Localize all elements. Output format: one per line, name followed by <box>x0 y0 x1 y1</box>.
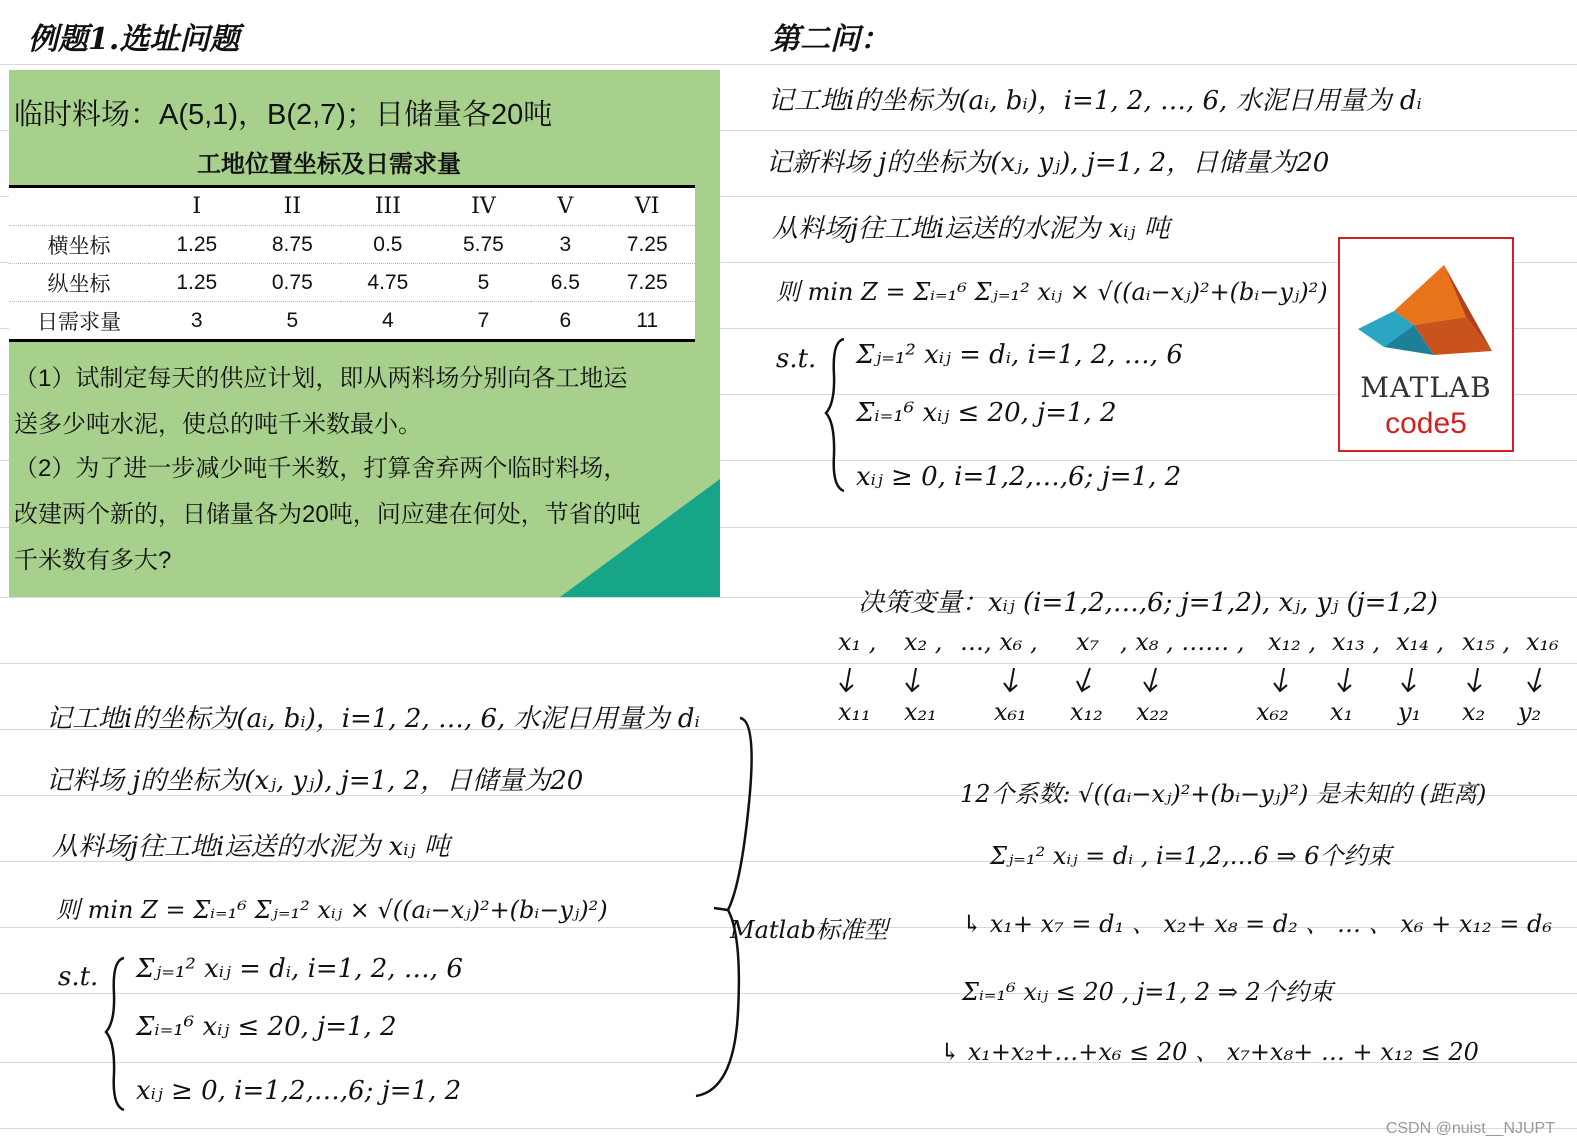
table-cell: 4.75 <box>367 270 409 294</box>
variable-bottom: x₂₂ <box>1136 698 1169 726</box>
right-model-line: 从料场j往工地i运送的水泥为 xᵢⱼ 吨 <box>772 214 1170 244</box>
table-header-cell: II <box>283 194 302 219</box>
card-heading: 临时料场：A(5,1)，B(2,7)；日储量各20吨 <box>14 99 553 131</box>
variable-bottom: y₁ <box>1398 698 1422 726</box>
table-cell: 3 <box>190 308 203 332</box>
matlab-standard-brace <box>688 712 758 1102</box>
table-cell: 3 <box>559 232 572 256</box>
ruled-line <box>0 663 1577 664</box>
table-header-cell: VI <box>634 194 660 219</box>
decision-variables-label: 决策变量：xᵢⱼ (i=1,2,…,6; j=1,2), xⱼ, yⱼ (j=1,2) <box>858 588 1438 618</box>
variable-bottom: x₆₂ <box>1256 698 1289 726</box>
variable-top: x₁₃ , <box>1332 628 1381 656</box>
variable-top: …, x₆ , <box>960 628 1038 656</box>
coordinates-table <box>9 185 695 342</box>
table-cell: 5 <box>477 270 490 294</box>
variable-top: x₁₅ , <box>1462 628 1511 656</box>
matlab-standard-label: Matlab标准型 <box>730 916 888 944</box>
problem-card <box>9 70 720 597</box>
objective-function: 则 min Z = Σᵢ₌₁⁶ Σⱼ₌₁² xᵢⱼ × √((aᵢ−xⱼ)²+(bᵢ−yⱼ)²) <box>56 896 608 924</box>
table-row <box>9 226 695 264</box>
table-cell: 1.25 <box>176 232 218 256</box>
constraint-line: xᵢⱼ ≥ 0, i=1,2,…,6; j=1, 2 <box>856 462 1182 492</box>
ruled-line <box>0 993 1577 994</box>
matlab-logo <box>1338 237 1514 452</box>
table-cell: 6.5 <box>550 270 580 294</box>
right-model-line: 记新料场 j的坐标为(xⱼ, yⱼ), j=1, 2，日储量为20 <box>766 148 1330 178</box>
table-cell: 0.5 <box>373 232 403 256</box>
code-label: code5 <box>1385 407 1467 440</box>
ruled-line <box>0 1128 1577 1129</box>
constraint-brace <box>822 335 852 495</box>
table-cell: 5 <box>286 308 299 332</box>
note-line: Σᵢ₌₁⁶ xᵢⱼ ≤ 20 , j=1, 2 ⇒ 2个约束 <box>962 978 1333 1006</box>
constraint-line: xᵢⱼ ≥ 0, i=1,2,…,6; j=1, 2 <box>136 1076 462 1106</box>
variable-top: x₇ <box>1076 628 1100 656</box>
st-label: s.t. <box>776 344 817 374</box>
objective-function: 则 min Z = Σᵢ₌₁⁶ Σⱼ₌₁² xᵢⱼ × √((aᵢ−xⱼ)²+(bᵢ−yⱼ)²) <box>776 278 1328 306</box>
st-label: s.t. <box>58 962 99 992</box>
constraint-brace <box>102 954 132 1114</box>
table-header-cell <box>9 187 149 226</box>
table-cell: 横坐标 <box>47 234 111 258</box>
variable-top: x₁₄ , <box>1396 628 1445 656</box>
question2-line: 千米数有多大? <box>14 547 172 574</box>
table-cell: 纵坐标 <box>47 272 111 296</box>
table-title: 工地位置坐标及日需求量 <box>197 151 461 178</box>
constraint-line: Σⱼ₌₁² xᵢⱼ = dᵢ, i=1, 2, …, 6 <box>136 954 463 984</box>
table-cell: 日需求量 <box>37 310 121 334</box>
table-cell: 4 <box>382 308 394 332</box>
constraint-line: Σⱼ₌₁² xᵢⱼ = dᵢ, i=1, 2, …, 6 <box>856 340 1183 370</box>
matlab-peak-icon <box>1354 259 1498 369</box>
table-cell: 7.25 <box>626 270 668 294</box>
constraint-line: Σᵢ₌₁⁶ xᵢⱼ ≤ 20, j=1, 2 <box>136 1012 397 1042</box>
watermark: CSDN @nuist__NJUPT <box>1385 1120 1555 1137</box>
table-header-cell: V <box>557 194 574 219</box>
table-cell: 11 <box>636 308 659 332</box>
table-row <box>9 302 695 341</box>
variable-bottom: x₂ <box>1462 698 1486 726</box>
variable-bottom: y₂ <box>1518 698 1542 726</box>
table-header-cell: I <box>192 194 202 219</box>
table-cell: 8.75 <box>271 232 313 256</box>
note-line: Σⱼ₌₁² xᵢⱼ = dᵢ , i=1,2,…6 ⇒ 6个约束 <box>990 842 1392 870</box>
left-model-line: 记料场 j的坐标为(xⱼ, yⱼ), j=1, 2，日储量为20 <box>46 766 584 796</box>
matlab-brand: MATLAB <box>1360 371 1492 404</box>
table-cell: 7.25 <box>626 232 668 256</box>
left-model-line: 记工地i的坐标为(aᵢ, bᵢ)，i=1, 2, …, 6, 水泥日用量为 dᵢ <box>46 704 700 734</box>
question2-title: 第二问： <box>770 22 890 57</box>
right-model-line: 记工地i的坐标为(aᵢ, bᵢ)，i=1, 2, …, 6, 水泥日用量为 dᵢ <box>768 86 1422 116</box>
table-cell: 1.25 <box>176 270 218 294</box>
question1-line: （1）试制定每天的供应计划，即从两料场分别向各工地运 <box>14 365 628 392</box>
table-cell: 5.75 <box>462 232 504 256</box>
question2-line: 改建两个新的，日储量各为20吨，问应建在何处，节省的吨 <box>14 501 641 528</box>
table-header-row <box>9 187 695 226</box>
note-line: ↳ x₁+x₂+…+x₆ ≤ 20 、 x₇+x₈+ … + x₁₂ ≤ 20 <box>940 1038 1479 1066</box>
variable-top: , x₈ , …… , <box>1120 628 1245 656</box>
variable-bottom: x₁₂ <box>1070 698 1103 726</box>
table-row <box>9 264 695 302</box>
variable-bottom: x₆₁ <box>994 698 1027 726</box>
ruled-line <box>0 64 1577 65</box>
example-title: 例题1.选址问题 <box>28 22 240 57</box>
table-cell: 7 <box>477 308 490 332</box>
table-cell: 6 <box>559 308 572 332</box>
left-model-line: 从料场j往工地i运送的水泥为 xᵢⱼ 吨 <box>52 832 450 862</box>
question1-line: 送多少吨水泥，使总的吨千米数最小。 <box>14 411 422 438</box>
variable-top: x₂ , <box>904 628 943 656</box>
question2-line: （2）为了进一步减少吨千米数，打算舍弃两个临时料场， <box>14 455 628 482</box>
variable-top: x₁ , <box>838 628 877 656</box>
note-line: 12个系数: √((aᵢ−xⱼ)²+(bᵢ−yⱼ)²) 是未知的 (距离) <box>960 780 1487 808</box>
variable-bottom: x₁₁ <box>838 698 871 726</box>
variable-top: x₁₆ <box>1526 628 1559 656</box>
constraint-line: Σᵢ₌₁⁶ xᵢⱼ ≤ 20, j=1, 2 <box>856 398 1117 428</box>
table-header-cell: III <box>374 194 401 219</box>
variable-top: x₁₂ , <box>1268 628 1317 656</box>
variable-bottom: x₁ <box>1330 698 1354 726</box>
note-line: ↳ x₁+ x₇ = d₁ 、 x₂+ x₈ = d₂ 、 … 、 x₆ + x₁₂ = d₆ <box>962 910 1552 938</box>
table-cell: 0.75 <box>271 270 313 294</box>
variable-bottom: x₂₁ <box>904 698 937 726</box>
table-header-cell: IV <box>471 194 496 219</box>
